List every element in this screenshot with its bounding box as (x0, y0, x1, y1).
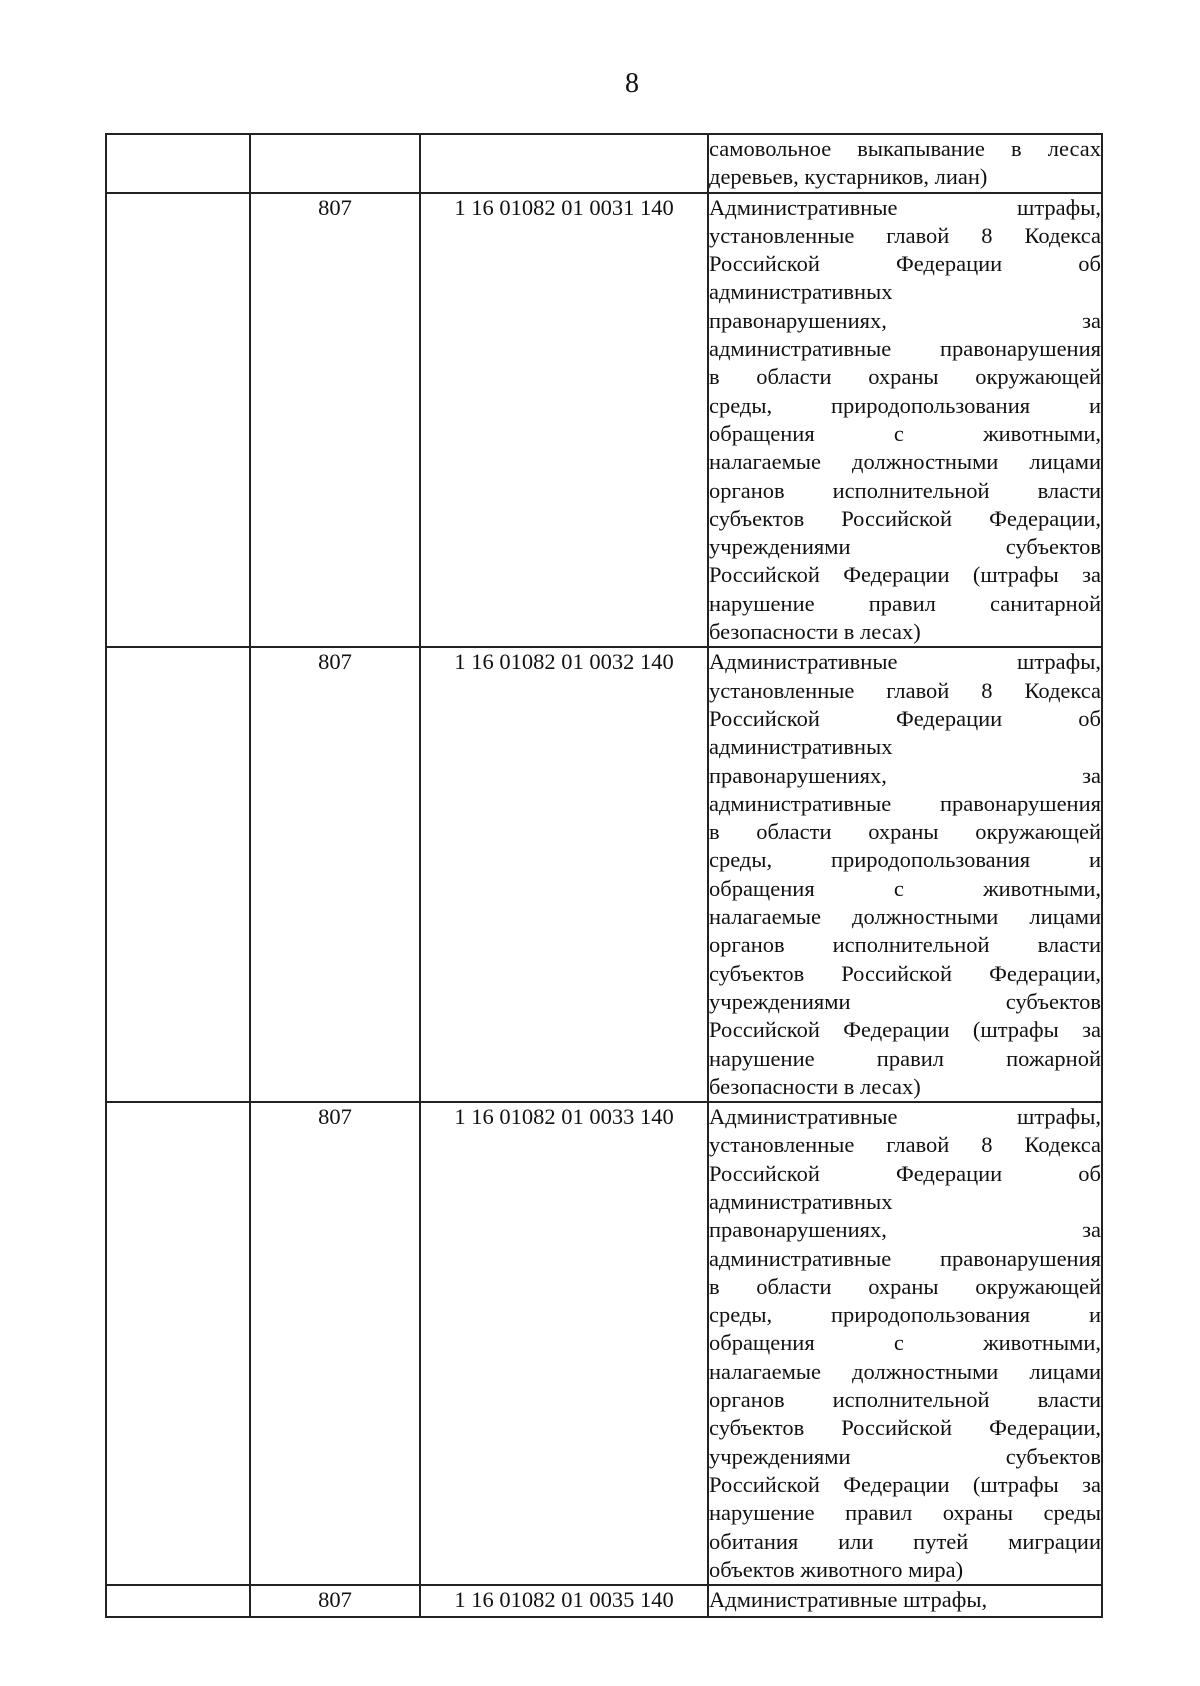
table-row (106, 134, 1102, 193)
empty-cell (106, 647, 250, 1102)
description-line: учреждениями субъектов (709, 1443, 1101, 1469)
description-line: установленные главой 8 Кодекса (709, 222, 1101, 248)
description-line: субъектов Российской Федерации, (709, 960, 1101, 986)
description-line: органов исполнительной власти (709, 932, 1101, 958)
admin-code-cell: 807 (250, 647, 420, 1102)
table-row (106, 1102, 1102, 1585)
empty-cell (106, 134, 250, 193)
admin-code-cell: 807 (250, 193, 420, 648)
description-line: установленные главой 8 Кодекса (709, 677, 1101, 703)
description-line: обращения с животными, (709, 1330, 1101, 1356)
description-line: Административные штрафы, (709, 1104, 1101, 1130)
description-line: самовольное выкапывание в лесах (709, 136, 1101, 161)
description-line: органов исполнительной власти (709, 1387, 1101, 1413)
description-line: Административные штрафы, (709, 649, 1101, 675)
description-line: административных (709, 1188, 893, 1214)
description-line: среды, природопользования и (709, 1302, 1101, 1328)
description-line: Российской Федерации (штрафы за (709, 1471, 1101, 1497)
description-line: Российской Федерации (штрафы за (709, 1017, 1101, 1043)
description-line: среды, природопользования и (709, 847, 1101, 873)
description-line: обращения с животными, (709, 875, 1101, 901)
description-line: Российской Федерации об (709, 1160, 1101, 1186)
description-cell (708, 647, 1102, 1102)
description-line: Российской Федерации об (709, 705, 1101, 731)
description-line: Российской Федерации об (709, 251, 1101, 277)
description-line: безопасности в лесах) (709, 619, 921, 645)
description-cell (708, 1585, 1102, 1617)
description-cell (708, 1102, 1102, 1585)
description-line: обитания или путей миграции (709, 1528, 1101, 1554)
kbk-code-cell (420, 134, 708, 193)
kbk-code-cell: 1 16 01082 01 0032 140 (420, 647, 708, 1102)
table-row (106, 647, 1102, 1102)
description-line: налагаемые должностными лицами (709, 1358, 1101, 1384)
empty-cell (106, 193, 250, 648)
admin-code-cell: 807 (250, 1102, 420, 1585)
description-line: субъектов Российской Федерации, (709, 1415, 1101, 1441)
description-line: субъектов Российской Федерации, (709, 505, 1101, 531)
description-line: установленные главой 8 Кодекса (709, 1132, 1101, 1158)
table-row (106, 1585, 1102, 1617)
description-line: правонарушениях, за (709, 1217, 1101, 1243)
description-line: правонарушениях, за (709, 307, 1101, 333)
description-line: нарушение правил охраны среды (709, 1500, 1101, 1526)
description-line: учреждениями субъектов (709, 534, 1101, 560)
description-line: безопасности в лесах) (709, 1073, 921, 1099)
kbk-code-cell: 1 16 01082 01 0033 140 (420, 1102, 708, 1585)
description-line: административных (709, 279, 893, 305)
description-line: обращения с животными, (709, 420, 1101, 446)
description-line: учреждениями субъектов (709, 988, 1101, 1014)
description-line: Административные штрафы, (709, 1587, 988, 1613)
admin-code-cell: 807 (250, 1585, 420, 1617)
empty-cell (106, 1102, 250, 1585)
admin-code-cell (250, 134, 420, 193)
description-line: в области охраны окружающей (709, 1273, 1101, 1299)
description-line: административные правонарушения (709, 1245, 1101, 1271)
table-body (106, 134, 1102, 1617)
description-line: в области охраны окружающей (709, 364, 1101, 390)
description-line: налагаемые должностными лицами (709, 449, 1101, 475)
description-line: нарушение правил санитарной (709, 590, 1101, 616)
description-line: среды, природопользования и (709, 392, 1101, 418)
description-line: административные правонарушения (709, 790, 1101, 816)
description-line: административных (709, 734, 893, 760)
empty-cell (106, 1585, 250, 1617)
description-line: Российской Федерации (штрафы за (709, 562, 1101, 588)
description-cell (708, 134, 1102, 193)
kbk-code-cell: 1 16 01082 01 0035 140 (420, 1585, 708, 1617)
description-line: Административные штрафы, (709, 194, 1101, 220)
description-line: деревьев, кустарников, лиан) (709, 164, 988, 190)
description-line: объектов животного мира) (709, 1556, 964, 1582)
description-cell (708, 193, 1102, 648)
table-row (106, 193, 1102, 648)
kbk-code-cell: 1 16 01082 01 0031 140 (420, 193, 708, 648)
description-line: правонарушениях, за (709, 762, 1101, 788)
page-number: 8 (625, 68, 639, 99)
description-line: административные правонарушения (709, 336, 1101, 362)
description-line: в области охраны окружающей (709, 819, 1101, 845)
description-line: нарушение правил пожарной (709, 1045, 1101, 1071)
budget-classification-table (105, 133, 1103, 1618)
description-line: органов исполнительной власти (709, 477, 1101, 503)
description-line: налагаемые должностными лицами (709, 904, 1101, 930)
